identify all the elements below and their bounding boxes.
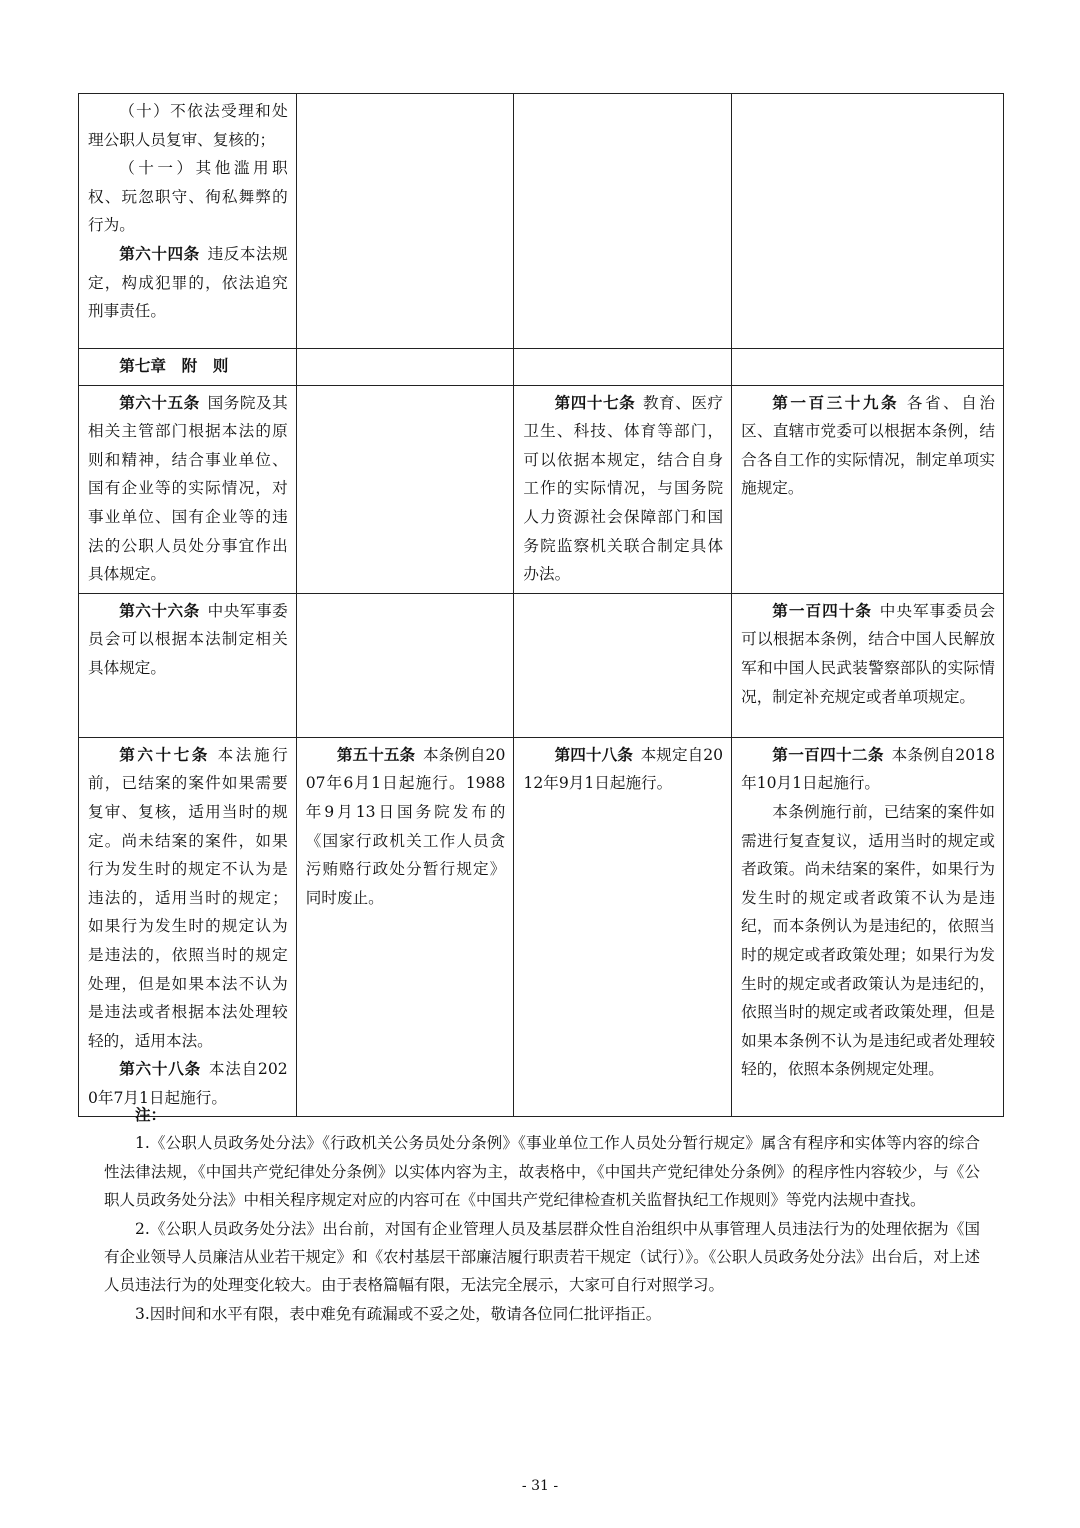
cell-party-discipline-regulation xyxy=(732,94,1004,349)
article-text: 国务院及其相关主管部门根据本法的原则和精神，结合事业单位、国有企业等的实际情况，对事业单位、国有企业等的违法的公职人员处分事宜作出具体规定。 xyxy=(88,393,288,584)
cell-empty xyxy=(514,349,732,386)
note-item: 2.《公职人员政务处分法》出台前，对国有企业管理人员及基层群众性自治组织中从事管理人员违法行为的处理依据为《国有企业领导人员廉洁从业若干规定》和《农村基层干部廉洁履行职责若干规定（试行）》。《公职人员政务处分法》出台后，对上述人员违法行为的处理变化较大。由于表格篇幅有限，无法完全展示，大家可自行对照学习。 xyxy=(104,1219,980,1295)
cell-public-institution-regulation xyxy=(514,94,732,349)
cell-chapter-heading xyxy=(79,349,297,386)
clause xyxy=(88,389,288,589)
cell-public-institution-regulation xyxy=(514,737,732,1117)
cell-civil-servant-regulation xyxy=(296,385,514,593)
cell-zhengwu-law xyxy=(79,385,297,593)
cell-empty xyxy=(732,349,1004,386)
clause-text: 本条例施行前，已结案的案件如需进行复查复议，适用当时的规定或者政策。尚未结案的案件，如果行为发生时的规定或者政策不认为是违纪，而本条例认为是违纪的，依照当时的规定或者政策处理；如果行为发生时的规定或者政策认为是违纪的，依照当时的规定或者政策处理，但是如果本条例不认为是违纪或者处理较轻的，依照本条例规定处理。 xyxy=(741,802,995,1079)
cell-empty xyxy=(296,349,514,386)
article-heading: 第六十六条 xyxy=(119,600,200,620)
clause-text: （十一）其他滥用职权、玩忽职守、徇私舞弊的行为。 xyxy=(88,159,288,235)
chapter-title: 第七章 附 则 xyxy=(119,356,229,375)
cell-civil-servant-regulation xyxy=(296,737,514,1117)
clause xyxy=(741,389,995,503)
clause xyxy=(88,597,288,683)
article-heading: 第五十五条 xyxy=(336,744,416,764)
article-text: 本规定自2012年9月1日起施行。 xyxy=(523,745,724,793)
article-text: 本法施行前，已结案的案件如果需要复审、复核，适用当时的规定。尚未结案的案件，如果行为发生时的规定不认为是违法的，适用当时的规定；如果行为发生时的规定认为是违法的，依照当时的规定处理，但是如果本法不认为是违法或者根据本法处理较轻的，适用本法。 xyxy=(88,745,288,1050)
clause xyxy=(523,389,723,589)
table-row xyxy=(79,737,1004,1117)
article-text: 本条例自2018年10月1日起施行。 xyxy=(741,745,995,793)
cell-zhengwu-law xyxy=(79,737,297,1117)
article-text: 本法自2020年7月1日起施行。 xyxy=(88,1060,288,1107)
notes-title: 注： xyxy=(135,1105,167,1124)
article-text: 本条例自2007年6月1日起施行。1988年9月13日国务院发布的《国家行政机关工作人员贪污贿赂行政处分暂行规定》同时废止。 xyxy=(305,745,506,907)
cell-public-institution-regulation xyxy=(514,593,732,737)
article-heading: 第六十七条 xyxy=(119,744,210,764)
cell-civil-servant-regulation xyxy=(296,94,514,349)
page-number: - 31 - xyxy=(521,1478,559,1494)
table-row xyxy=(79,349,1004,386)
article-text: 违反本法规定，构成犯罪的，依法追究刑事责任。 xyxy=(88,244,288,321)
clause xyxy=(306,741,506,913)
clause xyxy=(88,741,288,1056)
table-row xyxy=(79,593,1004,737)
clause xyxy=(88,240,288,326)
clause xyxy=(741,741,995,798)
cell-party-discipline-regulation xyxy=(732,385,1004,593)
cell-public-institution-regulation xyxy=(514,385,732,593)
article-heading: 第一百四十条 xyxy=(772,600,872,620)
cell-zhengwu-law xyxy=(79,94,297,349)
cell-party-discipline-regulation xyxy=(732,737,1004,1117)
article-heading: 第四十八条 xyxy=(554,744,633,764)
comparison-table xyxy=(78,93,1004,1117)
cell-zhengwu-law xyxy=(79,593,297,737)
article-text: 中央军事委员会可以根据本法制定相关具体规定。 xyxy=(88,601,288,677)
cell-civil-servant-regulation xyxy=(296,593,514,737)
article-heading: 第一百三十九条 xyxy=(772,392,900,412)
table-row xyxy=(79,94,1004,349)
article-heading: 第四十七条 xyxy=(554,392,636,412)
table-row xyxy=(79,385,1004,593)
notes-section xyxy=(104,1101,980,1328)
article-heading: 第六十四条 xyxy=(119,243,200,263)
article-text: 教育、医疗卫生、科技、体育等部门，可以依据本规定，结合自身工作的实际情况，与国务院人力资源社会保障部门和国务院监察机关联合制定具体办法。 xyxy=(523,393,724,584)
article-heading: 第一百四十二条 xyxy=(772,744,884,764)
cell-party-discipline-regulation xyxy=(732,593,1004,737)
article-heading: 第六十五条 xyxy=(119,392,200,412)
clause-text: （十）不依法受理和处理公职人员复审、复核的； xyxy=(88,102,288,149)
article-heading: 第六十八条 xyxy=(119,1059,202,1079)
article-text: 各省、自治区、直辖市党委可以根据本条例，结合各自工作的实际情况，制定单项实施规定。 xyxy=(741,393,995,498)
clause xyxy=(741,597,995,711)
note-item: 3.因时间和水平有限，表中难免有疏漏或不妥之处，敬请各位同仁批评指正。 xyxy=(135,1304,662,1323)
note-item: 1.《公职人员政务处分法》《行政机关公务员处分条例》《事业单位工作人员处分暂行规定》属含有程序和实体等内容的综合性法律法规，《中国共产党纪律处分条例》以实体内容为主，故表格中，《中国共产党纪律处分条例》的程序性内容较少，与《公职人员政务处分法》中相关程序规定对应的内容可在《中国共产党纪律检查机关监督执纪工作规则》等党内法规中查找。 xyxy=(104,1134,980,1210)
article-text: 中央军事委员会可以根据本条例，结合中国人民解放军和中国人民武装警察部队的实际情况，制定补充规定或者单项规定。 xyxy=(741,601,995,706)
clause xyxy=(523,741,723,798)
